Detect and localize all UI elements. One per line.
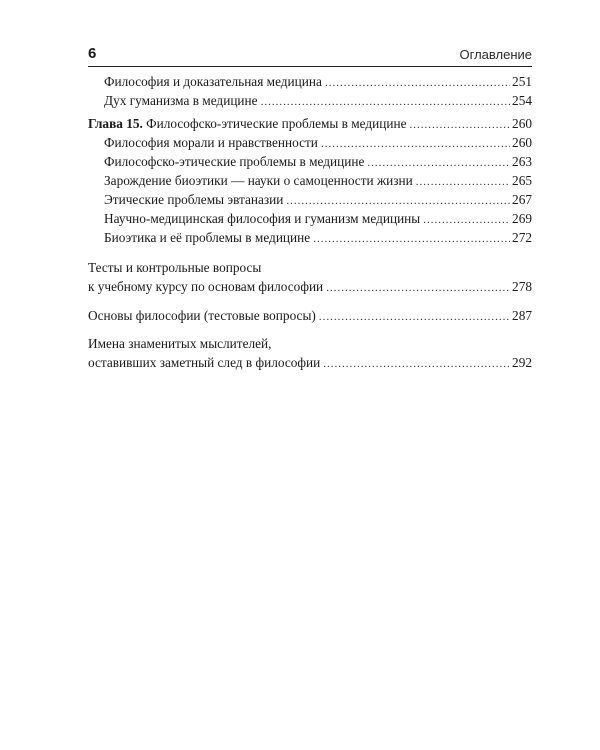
toc-entry[interactable] [104, 152, 532, 172]
toc-entry[interactable] [104, 133, 532, 153]
toc-tests-line1: Тесты и контрольные вопросы [88, 260, 262, 275]
toc-entry[interactable] [104, 91, 532, 111]
dot-leader [367, 153, 510, 173]
toc-entry-title: Философско-этические проблемы в медицине [104, 154, 365, 169]
toc-entry-title: Биоэтика и её проблемы в медицине [104, 230, 311, 245]
toc-entry-page: 292 [512, 355, 532, 370]
dot-leader [323, 354, 510, 374]
toc-entry-page: 265 [512, 173, 532, 188]
toc-basics-entry[interactable] [88, 306, 532, 326]
toc-entry-page: 272 [512, 230, 532, 245]
header-rule [88, 66, 532, 67]
running-title: Оглавление [459, 47, 532, 62]
page-header [88, 44, 532, 66]
page-number: 6 [88, 45, 97, 62]
dot-leader [325, 73, 510, 93]
toc-entry-title: Дух гуманизма в медицине [104, 93, 258, 108]
toc-entry-title: Зарождение биоэтики — науки о самоценности жизни [104, 173, 413, 188]
toc-entry-page: 267 [512, 192, 532, 207]
dot-leader [261, 92, 510, 112]
dot-leader [319, 307, 510, 327]
toc-entry-page: 278 [512, 279, 532, 294]
toc-entry[interactable] [104, 72, 532, 92]
toc-entry[interactable] [104, 209, 532, 229]
toc-thinkers-line1: Имена знаменитых мыслителей, [88, 336, 272, 351]
toc-entry-page: 260 [512, 135, 532, 150]
toc-entry-page: 263 [512, 154, 532, 169]
dot-leader [286, 191, 510, 211]
dot-leader [326, 278, 510, 298]
dot-leader [410, 115, 511, 135]
toc-entry-title: Философия морали и нравственности [104, 135, 318, 150]
toc-entry-page: 254 [512, 93, 532, 108]
dot-leader [321, 134, 510, 154]
toc-entry-page: 260 [512, 116, 532, 131]
dot-leader [313, 229, 510, 249]
toc-entry-title: Философия и доказательная медицина [104, 74, 322, 89]
dot-leader [416, 172, 510, 192]
toc-entry-page: 287 [512, 308, 532, 323]
chapter-label: Глава 15. [88, 116, 143, 131]
toc-entry-title: Этические проблемы эвтаназии [104, 192, 284, 207]
toc-thinkers-entry[interactable] [88, 353, 532, 373]
toc-chapter-15[interactable] [88, 114, 532, 134]
toc-entry-title: Основы философии (тестовые вопросы) [88, 308, 316, 323]
toc-entry-page: 269 [512, 211, 532, 226]
toc-tests-entry[interactable] [88, 277, 532, 297]
dot-leader [423, 210, 510, 230]
toc-entry[interactable] [104, 228, 532, 248]
toc-entry-title: к учебному курсу по основам философии [88, 279, 324, 294]
toc-entry[interactable] [104, 190, 532, 210]
toc-entry-page: 251 [512, 74, 532, 89]
chapter-title: Философско-этические проблемы в медицине [146, 116, 407, 131]
toc-entry[interactable] [104, 171, 532, 191]
toc-entry-title: оставивших заметный след в философии [88, 355, 321, 370]
toc-entry-title: Научно-медицинская философия и гуманизм медицины [104, 211, 421, 226]
